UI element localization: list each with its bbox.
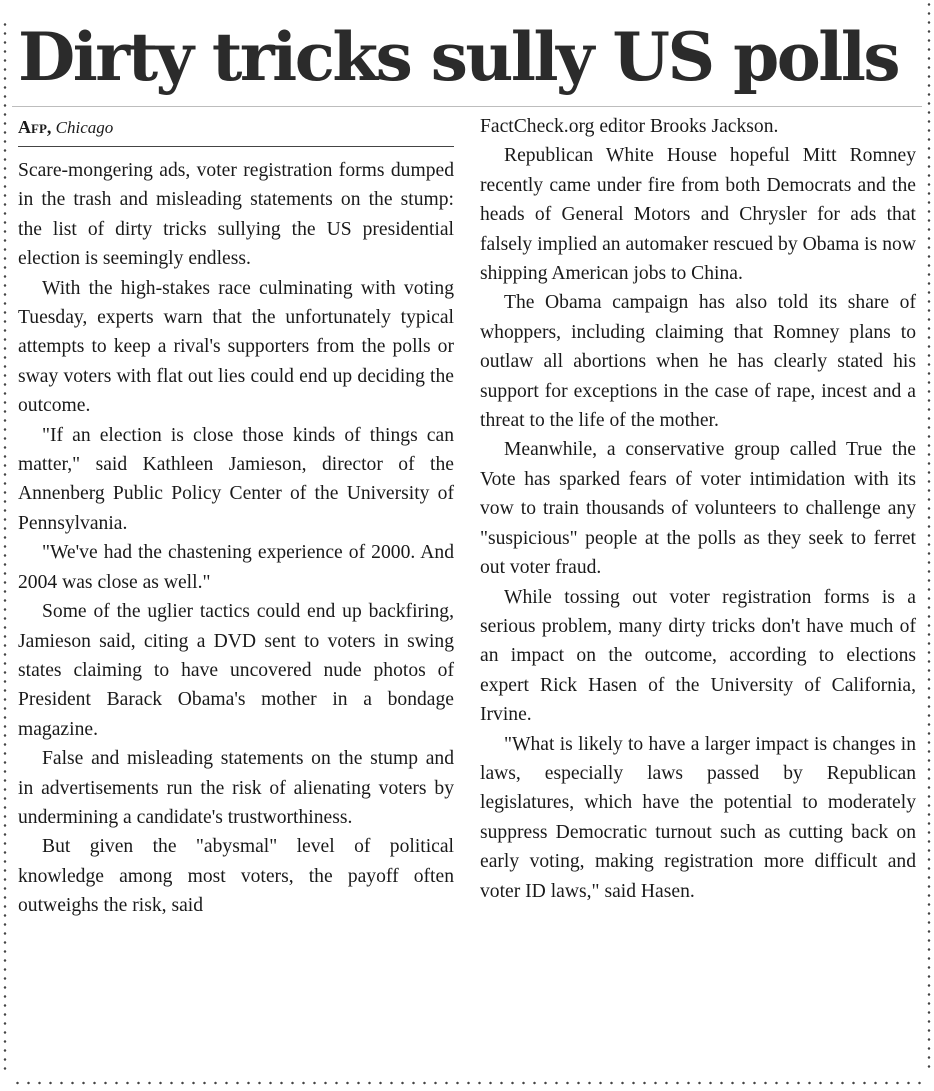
article-column-right — [480, 112, 916, 906]
paragraph: FactCheck.org editor Brooks Jackson. — [480, 116, 779, 137]
paragraph: But given the "abysmal" level of political knowledge among most voters, the payoff often outweighs the risk, said — [18, 836, 454, 917]
headline: Dirty tricks sully US polls — [18, 18, 899, 96]
article-column-left — [18, 156, 454, 921]
byline-rule — [18, 146, 454, 147]
dotted-border-left — [3, 20, 7, 1071]
paragraph: Some of the uglier tactics could end up backfiring, Jamieson said, citing a DVD sent to voters in swing states claiming to have uncovered nude photos of President Barack Obama's mother in a bondage magazine. — [18, 601, 454, 740]
headline-rule — [12, 106, 922, 107]
dotted-border-right — [927, 0, 931, 1071]
paragraph: Meanwhile, a conservative group called True the Vote has sparked fears of voter intimidation with its vow to train thousands of volunteers to challenge any "suspicious" people at the polls as they seek to ferret out voter fraud. — [480, 439, 916, 579]
dotted-border-bottom — [12, 1081, 922, 1085]
byline-agency: Afp, — [18, 117, 52, 137]
paragraph: Republican White House hopeful Mitt Romney recently came under fire from both Democrats and the heads of General Motors and Chrysler for ads that falsely implied an automaker rescued by Obama is now shipping American jobs to China. — [480, 145, 916, 285]
paragraph: "We've had the chastening experience of 2000. And 2004 was close as well." — [18, 542, 454, 593]
paragraph: "What is likely to have a larger impact is changes in laws, especially laws passed by Republican legislatures, which have the potential to moderately suppress Democratic turnout such as cutting back on early voting, making registration more difficult and voter ID laws," said Hasen. — [480, 733, 916, 902]
byline — [18, 116, 454, 139]
paragraph: Scare-mongering ads, voter registration forms dumped in the trash and misleading statements on the stump: the list of dirty tricks sullying the US presidential election is seemingly endless. — [18, 160, 454, 270]
paragraph: False and misleading statements on the stump and in advertisements run the risk of alienating voters by undermining a candidate's trustworthiness. — [18, 748, 454, 828]
byline-location: Chicago — [55, 118, 114, 137]
paragraph: With the high-stakes race culminating with voting Tuesday, experts warn that the unfortunately typical attempts to keep a rival's supporters from the polls or sway voters with flat out lies could end up deciding the outcome. — [18, 277, 454, 417]
paragraph: The Obama campaign has also told its share of whoppers, including claiming that Romney plans to outlaw all abortions when he has clearly stated his support for exceptions in the case of rape, incest and a threat to the life of the mother. — [480, 292, 916, 432]
paragraph: "If an election is close those kinds of things can matter," said Kathleen Jamieson, director of the Annenberg Public Policy Center of the University of Pennsylvania. — [18, 424, 454, 534]
paragraph: While tossing out voter registration forms is a serious problem, many dirty tricks don't have much of an impact on the outcome, according to elections expert Rick Hasen of the University of California, Irvine. — [480, 586, 916, 726]
